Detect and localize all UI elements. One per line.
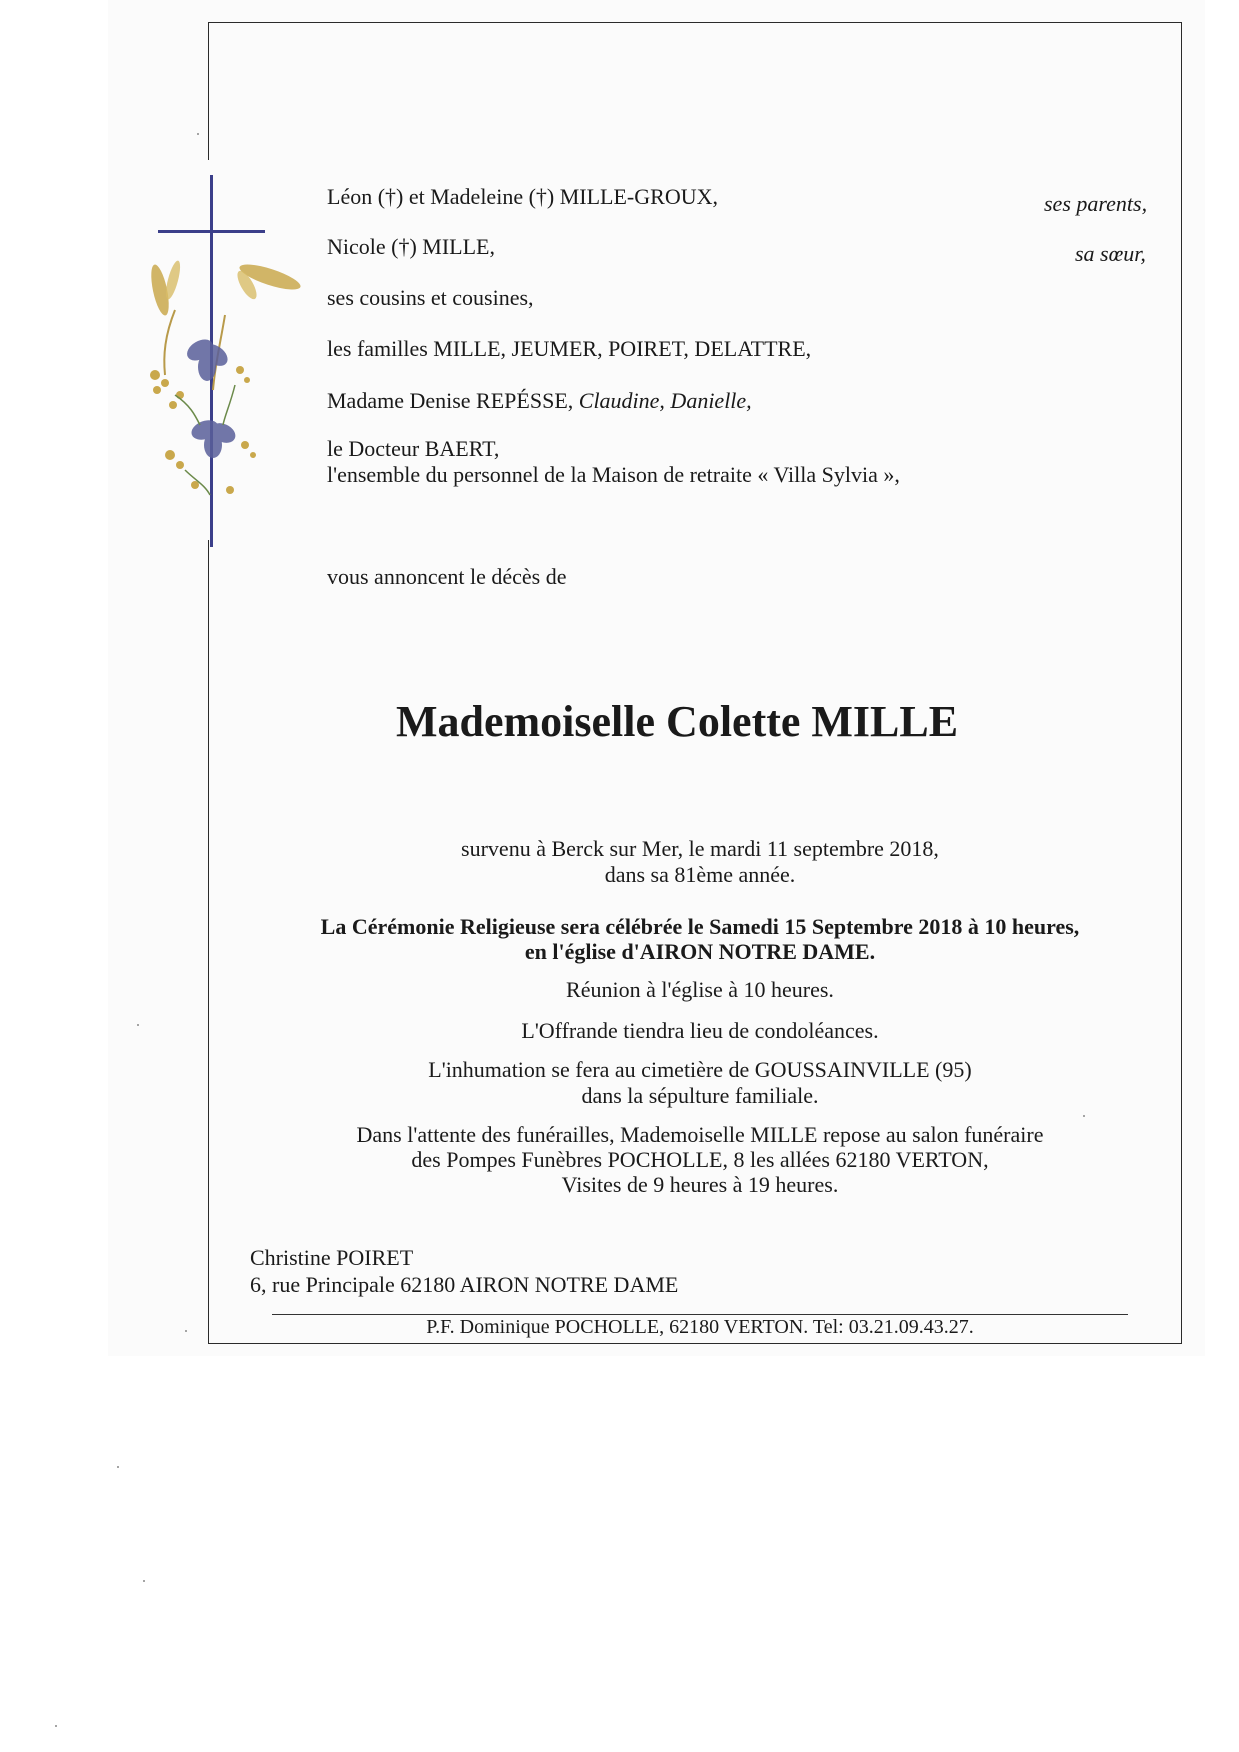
ceremony-line-1: La Cérémonie Religieuse sera célébrée le Samedi 15 Septembre 2018 à 10 heures, bbox=[320, 914, 1080, 939]
staff-line: l'ensemble du personnel de la Maison de retraite « Villa Sylvia », bbox=[327, 462, 900, 487]
scan-speck bbox=[143, 1580, 145, 1582]
death-line-2: dans sa 81ème année. bbox=[604, 862, 796, 887]
denise-daughters: Claudine, Danielle, bbox=[578, 388, 752, 413]
denise-name: Madame Denise REPÉSSE, bbox=[327, 388, 574, 413]
cross-horizontal-bar bbox=[158, 230, 265, 233]
wheat-flower-icon bbox=[135, 255, 320, 515]
scan-speck bbox=[197, 133, 199, 135]
funeral-home-line-2: des Pompes Funèbres POCHOLLE, 8 les allées 62180 VERTON, bbox=[411, 1147, 989, 1172]
sister-line: Nicole (†) MILLE, bbox=[327, 234, 495, 259]
announce-line: vous annoncent le décès de bbox=[327, 564, 567, 589]
offering-line: L'Offrande tiendra lieu de condoléances. bbox=[521, 1018, 879, 1043]
funeral-home-line-3: Visites de 9 heures à 19 heures. bbox=[561, 1172, 839, 1197]
sister-role: sa sœur, bbox=[1075, 241, 1146, 266]
scan-speck bbox=[117, 1466, 119, 1468]
contact-address: 6, rue Principale 62180 AIRON NOTRE DAME bbox=[250, 1272, 679, 1297]
burial-line-2: dans la sépulture familiale. bbox=[581, 1083, 819, 1108]
scan-speck bbox=[137, 1024, 139, 1026]
contact-name: Christine POIRET bbox=[250, 1245, 414, 1270]
parents-role: ses parents, bbox=[1044, 191, 1148, 216]
death-line-1: survenu à Berck sur Mer, le mardi 11 septembre 2018, bbox=[461, 836, 939, 861]
families-line: les familles MILLE, JEUMER, POIRET, DELATTRE, bbox=[327, 336, 812, 361]
scan-speck bbox=[185, 1330, 187, 1332]
ceremony-line-2: en l'église d'AIRON NOTRE DAME. bbox=[524, 939, 876, 964]
funeral-home-line-1: Dans l'attente des funérailles, Mademoiselle MILLE repose au salon funéraire bbox=[356, 1122, 1044, 1147]
doctor-line: le Docteur BAERT, bbox=[327, 436, 500, 461]
deceased-name: Mademoiselle Colette MILLE bbox=[396, 697, 959, 746]
scan-speck bbox=[55, 1725, 57, 1727]
footer-line: P.F. Dominique POCHOLLE, 62180 VERTON. Tel: 03.21.09.43.27. bbox=[426, 1316, 974, 1338]
parents-line: Léon (†) et Madeleine (†) MILLE-GROUX, bbox=[327, 184, 718, 209]
cousins-line: ses cousins et cousines, bbox=[327, 285, 534, 310]
scan-speck bbox=[1083, 1115, 1085, 1117]
meeting-line: Réunion à l'église à 10 heures. bbox=[566, 977, 834, 1002]
denise-line bbox=[327, 388, 752, 414]
burial-line-1: L'inhumation se fera au cimetière de GOUSSAINVILLE (95) bbox=[428, 1057, 972, 1082]
